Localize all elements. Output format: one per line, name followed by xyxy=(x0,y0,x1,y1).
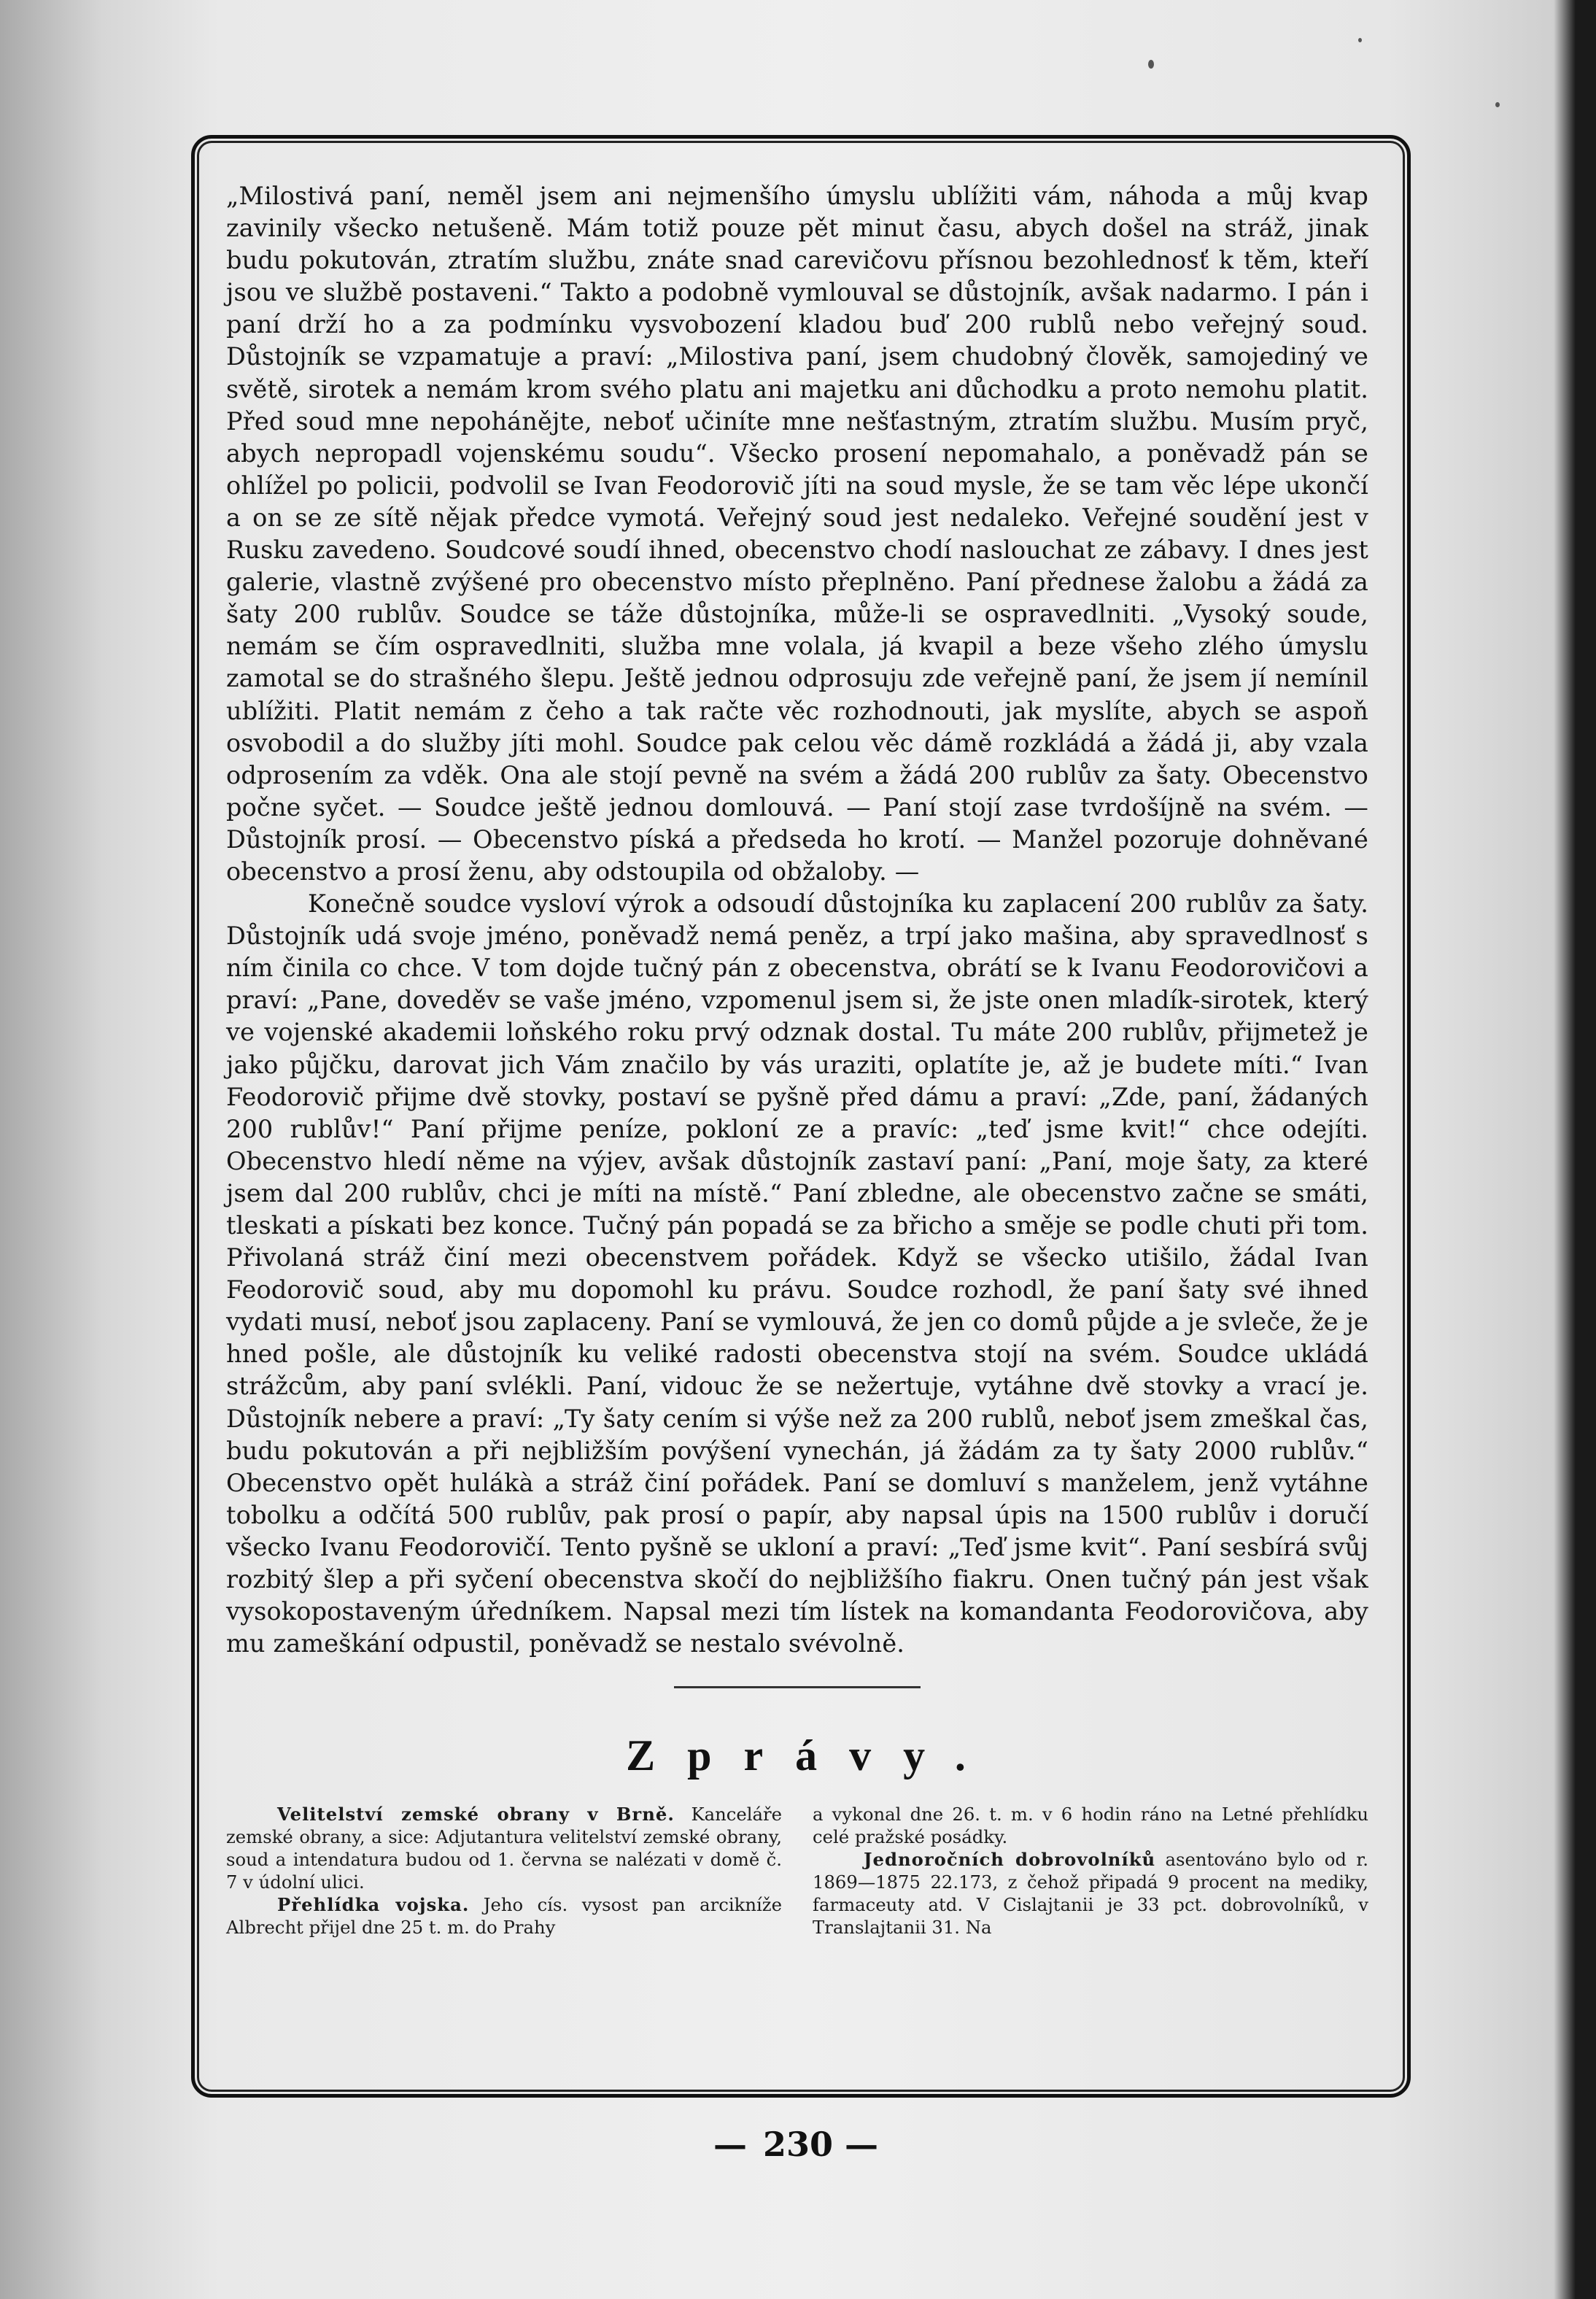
page-number-dash-left: — xyxy=(713,2125,751,2164)
news-heading: Zprávy. xyxy=(626,1731,998,1780)
news-item-title: Velitelství zemské obrany v Brně. xyxy=(277,1804,675,1825)
article-body xyxy=(226,180,1368,1660)
ink-speck xyxy=(1495,102,1500,107)
news-right-column xyxy=(813,1803,1368,1939)
news-item xyxy=(813,1848,1368,1939)
page-number: 230 xyxy=(762,2125,834,2164)
article-paragraph-1: „Milostivá paní, neměl jsem ani nejmenšího úmyslu ublížiti vám, náhoda a můj kvap zavinily všecko netušeně. Mám totiž pouze pět minut času, abych došel na stráž, jinak budu pokutován, ztratím službu, znáte snad carevičovu přísnou bezohlednosť k těm, kteří jsou ve službě postaveni.“ Takto a podobně vymlouval se důstojník, avšak nadarmo. I pán i paní drží ho a za podmínku vysvobození kladou buď 200 rublů nebo veřejný soud. Důstojník se vzpamatuje a praví: „Milostiva paní, jsem chudobný člověk, samojediný ve světě, sirotek a nemám krom svého platu ani majetku ani důchodku a proto nemohu platit. Před soud mne nepoháněјte, neboť učiníte mne nešťastným, ztratím službu. Musím pryč, abych nepropadl vojenskému soudu“. Všecko prosení nepomahalo, a poněvadž pán se ohlížel po policii, podvolil se Ivan Feodorovič jíti na soud mysle, že se tam věc lépe ukončí a on se ze sítě nějak předce vymotá. Veřejný soud jest nedaleko. Veřejné soudění jest v Rusku zavedeno. Soudcové soudí ihned, obecenstvo chodí naslouchat ze zábavy. I dnes jest galerie, vlastně zvýšené pro obecenstvo místo přeplněno. Paní přednese žalobu a žádá za šaty 200 rublův. Soudce se táže důstojníka, může-li se ospravedlniti. „Vysoký soude, nemám se čím ospravedlniti, služba mne volala, já kvapil a beze všeho zlého úmyslu zamotal se do strašného šlepu. Ještě jednou odprosuju zde veřejně paní, že jsem jí nemínil ublížiti. Platit nemám z čeho a tak račte věc rozhodnouti, jak myslíte, abych se aspoň osvobodil a do služby jíti mohl. Soudce pak celou věc dámě rozkládá a žádá ji, aby vzala odprosením za vděk. Ona ale stojí pevně na svém a žádá 200 rublův za šaty. Obecenstvo počne syčet. — Soudce ještě jednou domlouvá. — Paní stojí zase tvrdošíjně na svém. — Důstojník prosí. — Obecenstvo píská a předseda ho krotí. — Manžel pozoruje dohněvané obecenstvo a prosí ženu, aby odstoupila od obžaloby. — xyxy=(226,182,1368,886)
news-item xyxy=(226,1803,782,1893)
page-number-dash-right: — xyxy=(845,2125,883,2164)
page-number-footer xyxy=(0,2125,1596,2164)
article-paragraph-2: Konečně soudce vysloví výrok a odsoudí důstojníka ku zaplacení 200 rublův za šaty. Důstojník udá svoje jméno, poněvadž nemá peněz, a trpí jako mašina, aby spravedlnosť s ním činila co chce. V tom dojde tučný pán z obecenstva, obrátí se k Ivanu Feodorovičovi a praví: „Pane, doveděv se vaše jméno, vzpomenul jsem si, že jste onen mladík-sirotek, který ve vojenské akademii loňského roku prvý odznak dostal. Tu máte 200 rublův, přijmetež je jako půjčku, darovat jich Vám značilo by vás uraziti, oplatíte je, až je budete míti.“ Ivan Feodorovič přijme dvě stovky, postaví se pyšně před dámu a praví: „Zde, paní, žádaných 200 rublův!“ Paní přijme peníze, poklonί ze a pravíc: „teď jsme kvit!“ chce odejíti. Obecenstvo hledí něme na výjev, avšak důstojník zastaví paní: „Paní, moje šaty, za které jsem dal 200 rublův, chci je míti na místě.“ Paní zbledne, ale obecenstvo začne se smáti, tleskati a pískati bez konce. Tučný pán popadá se za břicho a směje se podle chuti při tom. Přivolaná stráž činí mezi obecenstvem pořádek. Když se všecko utišilo, žádal Ivan Feodorovič soud, aby mu dopomohl ku právu. Soudce rozhodl, že paní šaty své ihned vydati musí, neboť jsou zaplaceny. Paní se vymlouvá, že jen co domů půjde a je svleče, že je hned pošle, ale důstojník ku veliké radosti obecenstva stojí na svém. Soudce ukládá strážcům, aby paní svlékli. Paní, vidouc že se nežertuje, vytáhne dvě stovky a vrací je. Důstojník nebere a praví: „Ty šaty cením si výše než za 200 rublů, neboť jsem zmeškal čas, budu pokutován a při nejbližším povýšení vynechán, já žádám za ty šaty 2000 rublův.“ Obecenstvo opět hulákà a stráž činí pořádek. Paní se domluví s manželem, jenž vytáhne tobolku a odčítá 500 rublův, pak prosí o papír, aby napsal úpis na 1500 rublův i doručí všecko Ivanu Feodorovičí. Tento pyšně se ukloní a praví: „Teď jsme kvit“. Paní sesbírá svůj rozbitý šlep a při syčení obecenstva skočí do nejbližšího fiakru. Onen tučný pán jest však vysokopostaveným úředníkem. Napsal mezi tím lístek na komandanta Feodorovičova, aby mu zameškání odpustil, poněvadž se nestalo svévolně. xyxy=(226,889,1368,1658)
news-item-text: asentováno bylo od r. 1869—1875 22.173, z čehož připadá 9 procent na mediky, farmaceuty atd. V Cislajtanii je 33 pct. dobrovolníků, v Translajtanii 31. Na xyxy=(813,1849,1368,1939)
news-left-column xyxy=(226,1803,782,1939)
section-divider xyxy=(674,1686,921,1688)
news-item-text: Jeho cís. vysost pan arcikníže Albrecht přijel dne 25 t. m. do Prahy xyxy=(226,1894,782,1939)
news-columns xyxy=(226,1803,1368,1939)
news-item-text: Kanceláře zemské obrany, a sice: Adjutantura velitelství zemské obrany, soud a intendatura budou od 1. června se nalézati v domě č. 7 v údolní ulici. xyxy=(226,1804,783,1893)
news-item-title: Jednoročních dobrovolníků xyxy=(864,1849,1156,1871)
news-item-title: Přehlídka vojska. xyxy=(277,1894,470,1916)
news-item xyxy=(226,1893,782,1939)
news-item-continuation: a vykonal dne 26. t. m. v 6 hodin ráno na Letné přehlídku celé pražské posádky. xyxy=(813,1804,1368,1848)
ink-speck xyxy=(1148,60,1154,69)
page-content xyxy=(226,180,1368,1939)
ink-speck xyxy=(1358,38,1362,42)
